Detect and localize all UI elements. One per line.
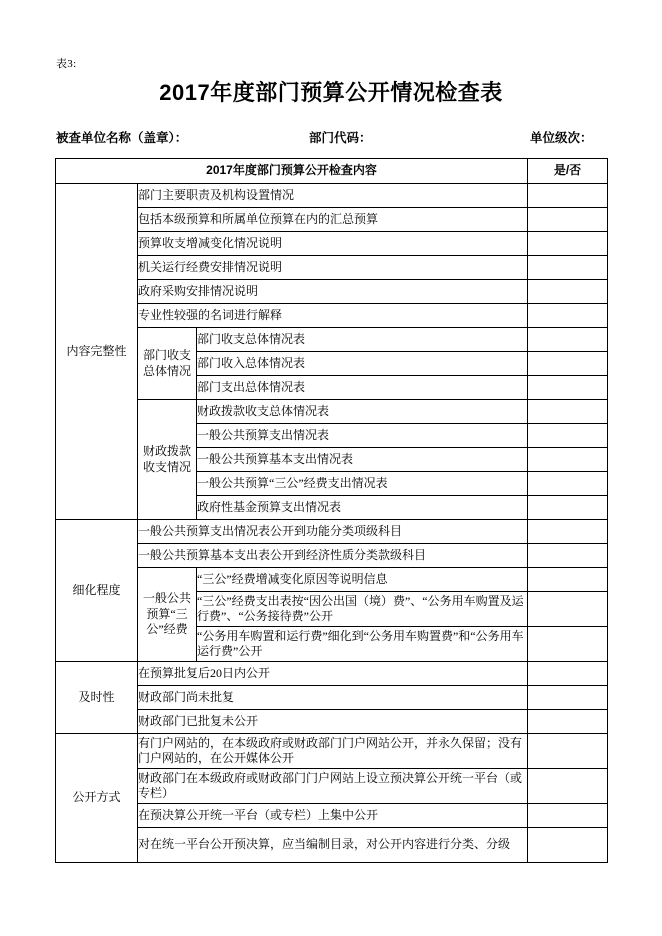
answer-cell[interactable]: [528, 828, 608, 863]
table-row: [56, 400, 608, 424]
answer-cell[interactable]: [528, 734, 608, 769]
checklist-item: 财政拨款收支总体情况表: [197, 400, 528, 424]
checklist-item: 部门收支总体情况表: [197, 328, 528, 352]
section-category-3: 及时性: [56, 662, 138, 734]
answer-cell[interactable]: [528, 662, 608, 686]
checklist-item: 有门户网站的，在本级政府或财政部门门户网站公开，并永久保留；没有门户网站的，在公开媒体公开: [138, 734, 528, 769]
answer-cell[interactable]: [528, 232, 608, 256]
table-row: [56, 734, 608, 769]
inspection-table: [55, 158, 608, 863]
section-category-4: 公开方式: [56, 734, 138, 863]
checklist-item: “三公”经费支出表按“因公出国（境）费”、“公务用车购置及运行费”、“公务接待费”公开: [197, 592, 528, 627]
table-header-row: [56, 159, 608, 184]
unit-name-label: 被查单位名称（盖章）：: [56, 131, 188, 145]
answer-cell[interactable]: [528, 448, 608, 472]
table-row: [56, 232, 608, 256]
answer-cell[interactable]: [528, 208, 608, 232]
table-row: [56, 280, 608, 304]
subgroup-label: 一般公共预算“三公”经费: [138, 568, 197, 662]
answer-cell[interactable]: [528, 568, 608, 592]
checklist-item: 包括本级预算和所属单位预算在内的汇总预算: [138, 208, 528, 232]
table-row: [56, 208, 608, 232]
answer-cell[interactable]: [528, 376, 608, 400]
table-row: [56, 328, 608, 352]
checklist-item: 部门主要职责及机构设置情况: [138, 184, 528, 208]
section-category-1: 内容完整性: [56, 184, 138, 520]
checklist-item: 财政部门在本级政府或财政部门门户网站上设立预决算公开统一平台（或专栏）: [138, 769, 528, 804]
answer-cell[interactable]: [528, 496, 608, 520]
table-row: [56, 710, 608, 734]
checklist-item: 政府性基金预算支出情况表: [197, 496, 528, 520]
answer-cell[interactable]: [528, 328, 608, 352]
answer-cell[interactable]: [528, 804, 608, 828]
table-row: [56, 304, 608, 328]
checklist-item: 财政部门尚未批复: [138, 686, 528, 710]
checklist-item: 政府采购安排情况说明: [138, 280, 528, 304]
sheet-label: 表3:: [56, 58, 77, 70]
answer-cell[interactable]: [528, 544, 608, 568]
answer-cell[interactable]: [528, 400, 608, 424]
answer-cell[interactable]: [528, 352, 608, 376]
checklist-item: 一般公共预算基本支出情况表: [197, 448, 528, 472]
header-content-title: 2017年度部门预算公开检查内容: [56, 159, 528, 184]
table-row: [56, 804, 608, 828]
table-row: [56, 520, 608, 544]
answer-cell[interactable]: [528, 686, 608, 710]
answer-cell[interactable]: [528, 280, 608, 304]
checklist-item: 在预算批复后20日内公开: [138, 662, 528, 686]
answer-cell[interactable]: [528, 472, 608, 496]
table-row: [56, 662, 608, 686]
table-row: [56, 568, 608, 592]
table-row: [56, 184, 608, 208]
page-title: 2017年度部门预算公开情况检查表: [159, 80, 503, 105]
dept-code-label: 部门代码：: [309, 131, 372, 145]
table-row: [56, 769, 608, 804]
answer-cell[interactable]: [528, 304, 608, 328]
checklist-item: 专业性较强的名词进行解释: [138, 304, 528, 328]
answer-cell[interactable]: [528, 256, 608, 280]
checklist-item: 预算收支增减变化情况说明: [138, 232, 528, 256]
answer-cell[interactable]: [528, 424, 608, 448]
checklist-item: 机关运行经费安排情况说明: [138, 256, 528, 280]
checklist-item: 财政部门已批复未公开: [138, 710, 528, 734]
inspection-table-wrapper: [55, 158, 607, 863]
checklist-item: 一般公共预算“三公”经费支出情况表: [197, 472, 528, 496]
answer-cell[interactable]: [528, 769, 608, 804]
checklist-item: 在预决算公开统一平台（或专栏）上集中公开: [138, 804, 528, 828]
section-category-2: 细化程度: [56, 520, 138, 662]
checklist-item: 部门收入总体情况表: [197, 352, 528, 376]
checklist-item: 部门支出总体情况表: [197, 376, 528, 400]
checklist-item: 对在统一平台公开预决算，应当编制目录，对公开内容进行分类、分级: [138, 828, 528, 863]
header-answer-title: 是/否: [528, 159, 608, 184]
table-row: [56, 256, 608, 280]
subgroup-label: 部门收支总体情况: [138, 328, 197, 400]
checklist-item: 一般公共预算支出情况表: [197, 424, 528, 448]
checklist-item: “三公”经费增减变化原因等说明信息: [197, 568, 528, 592]
answer-cell[interactable]: [528, 627, 608, 662]
table-row: [56, 544, 608, 568]
unit-level-label: 单位级次：: [530, 131, 593, 145]
answer-cell[interactable]: [528, 592, 608, 627]
answer-cell[interactable]: [528, 184, 608, 208]
answer-cell[interactable]: [528, 520, 608, 544]
checklist-item: 一般公共预算基本支出表公开到经济性质分类款级科目: [138, 544, 528, 568]
checklist-item: 一般公共预算支出情况表公开到功能分类项级科目: [138, 520, 528, 544]
checklist-item: “公务用车购置和运行费”细化到“公务用车购置费”和“公务用车运行费”公开: [197, 627, 528, 662]
table-row: [56, 828, 608, 863]
subgroup-label: 财政拨款收支情况: [138, 400, 197, 520]
meta-row: [56, 128, 608, 146]
answer-cell[interactable]: [528, 710, 608, 734]
table-row: [56, 686, 608, 710]
